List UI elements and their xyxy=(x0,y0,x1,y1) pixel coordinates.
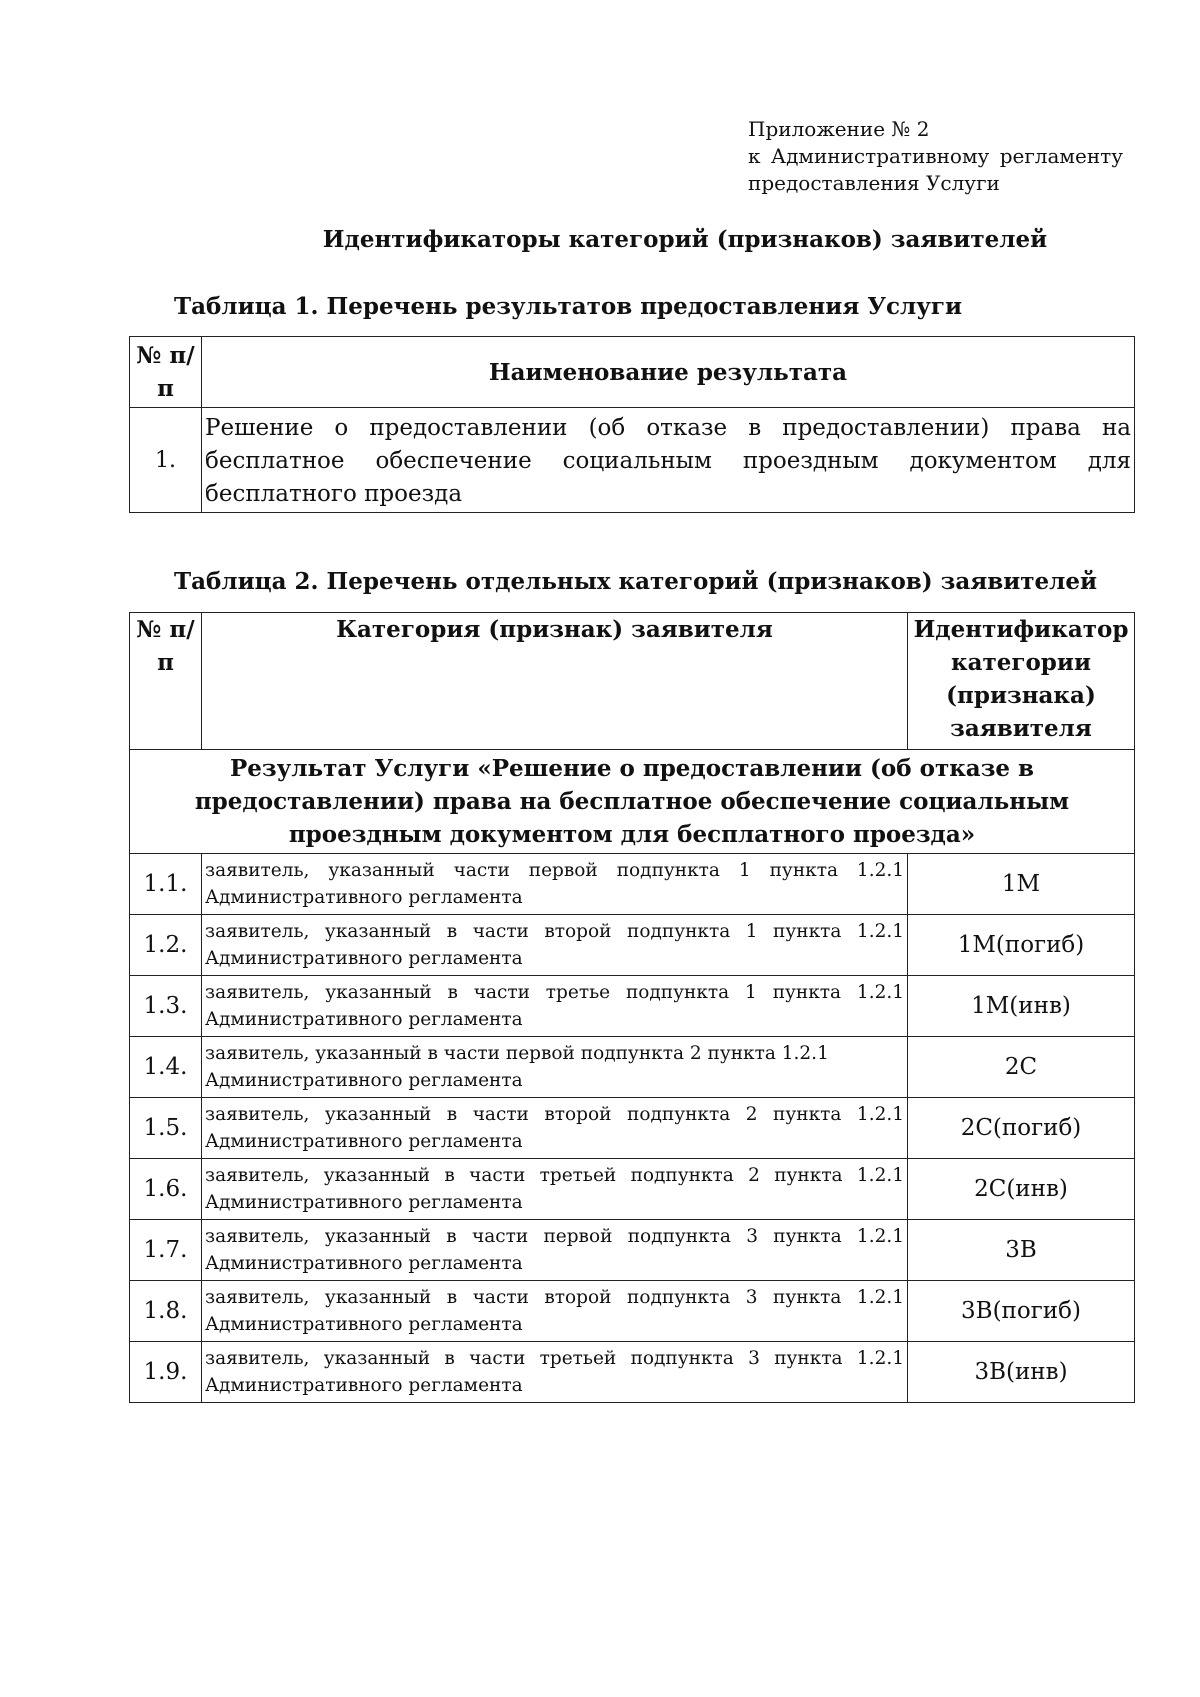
appendix-line-1: Приложение № 2 xyxy=(748,117,930,141)
categories-col-id: Идентификатор категории (признака) заявителя xyxy=(908,613,1135,750)
results-col-name: Наименование результата xyxy=(202,337,1135,408)
row-number: 1.8. xyxy=(130,1281,202,1342)
category-id: 2С xyxy=(908,1037,1135,1098)
table-row xyxy=(130,915,1135,976)
category-text: заявитель, указанный в части второй подпункта 3 пункта 1.2.1 Административного регламента xyxy=(202,1281,908,1342)
table-row xyxy=(130,976,1135,1037)
results-col-num: № п/п xyxy=(130,337,202,408)
category-text: заявитель, указанный в части третье подпункта 1 пункта 1.2.1 Административного регламента xyxy=(202,976,908,1037)
categories-col-num: № п/п xyxy=(130,613,202,750)
row-number: 1.5. xyxy=(130,1098,202,1159)
category-id: 2С(инв) xyxy=(908,1159,1135,1220)
table-row xyxy=(130,1098,1135,1159)
group-title: Результат Услуги «Решение о предоставлении (об отказе в предоставлении) права на бесплатное обеспечение социальным проездным документом для бесплатного проезда» xyxy=(130,750,1135,854)
category-text: заявитель, указанный в части второй подпункта 2 пункта 1.2.1 Административного регламента xyxy=(202,1098,908,1159)
table-row xyxy=(130,1037,1135,1098)
row-number: 1.2. xyxy=(130,915,202,976)
category-text: заявитель, указанный в части первой подпункта 3 пункта 1.2.1 Административного регламента xyxy=(202,1220,908,1281)
categories-table-header xyxy=(130,613,1135,750)
table-row xyxy=(130,854,1135,915)
table2-caption: Таблица 2. Перечень отдельных категорий (признаков) заявителей xyxy=(174,568,1098,595)
category-text: заявитель, указанный в части первой подпункта 2 пункта 1.2.1 Административного регламента xyxy=(202,1037,908,1098)
appendix-line-3: предоставления Услуги xyxy=(748,171,1000,195)
category-text: заявитель, указанный в части второй подпункта 1 пункта 1.2.1 Административного регламента xyxy=(202,915,908,976)
results-table-header xyxy=(130,337,1135,408)
table1-caption: Таблица 1. Перечень результатов предоставления Услуги xyxy=(174,293,963,320)
row-number: 1.7. xyxy=(130,1220,202,1281)
document-title: Идентификаторы категорий (признаков) заявителей xyxy=(322,226,1048,253)
row-number: 1.9. xyxy=(130,1342,202,1403)
table-row xyxy=(130,1220,1135,1281)
row-number: 1.4. xyxy=(130,1037,202,1098)
category-text: заявитель, указанный в части третьей подпункта 3 пункта 1.2.1 Административного регламента xyxy=(202,1342,908,1403)
category-id: 3В(инв) xyxy=(908,1342,1135,1403)
appendix-header xyxy=(748,116,1123,197)
table-row xyxy=(130,1281,1135,1342)
results-table xyxy=(129,336,1135,513)
table-row xyxy=(130,408,1135,513)
category-id: 3В(погиб) xyxy=(908,1281,1135,1342)
category-id: 2С(погиб) xyxy=(908,1098,1135,1159)
result-text: Решение о предоставлении (об отказе в предоставлении) права на бесплатное обеспечение социальным проездным документом для бесплатного проезда xyxy=(202,408,1135,513)
category-id: 1М(погиб) xyxy=(908,915,1135,976)
category-id: 1М xyxy=(908,854,1135,915)
appendix-line-2: к Административному регламенту xyxy=(748,144,1123,168)
row-number: 1.3. xyxy=(130,976,202,1037)
row-number: 1.6. xyxy=(130,1159,202,1220)
category-text: заявитель, указанный в части третьей подпункта 2 пункта 1.2.1 Административного регламента xyxy=(202,1159,908,1220)
table-row xyxy=(130,1342,1135,1403)
row-number: 1. xyxy=(130,408,202,513)
category-id: 1М(инв) xyxy=(908,976,1135,1037)
row-number: 1.1. xyxy=(130,854,202,915)
categories-col-category: Категория (признак) заявителя xyxy=(202,613,908,750)
categories-table xyxy=(129,612,1135,1403)
table-row xyxy=(130,1159,1135,1220)
group-row xyxy=(130,750,1135,854)
category-text: заявитель, указанный части первой подпункта 1 пункта 1.2.1 Административного регламента xyxy=(202,854,908,915)
category-id: 3В xyxy=(908,1220,1135,1281)
